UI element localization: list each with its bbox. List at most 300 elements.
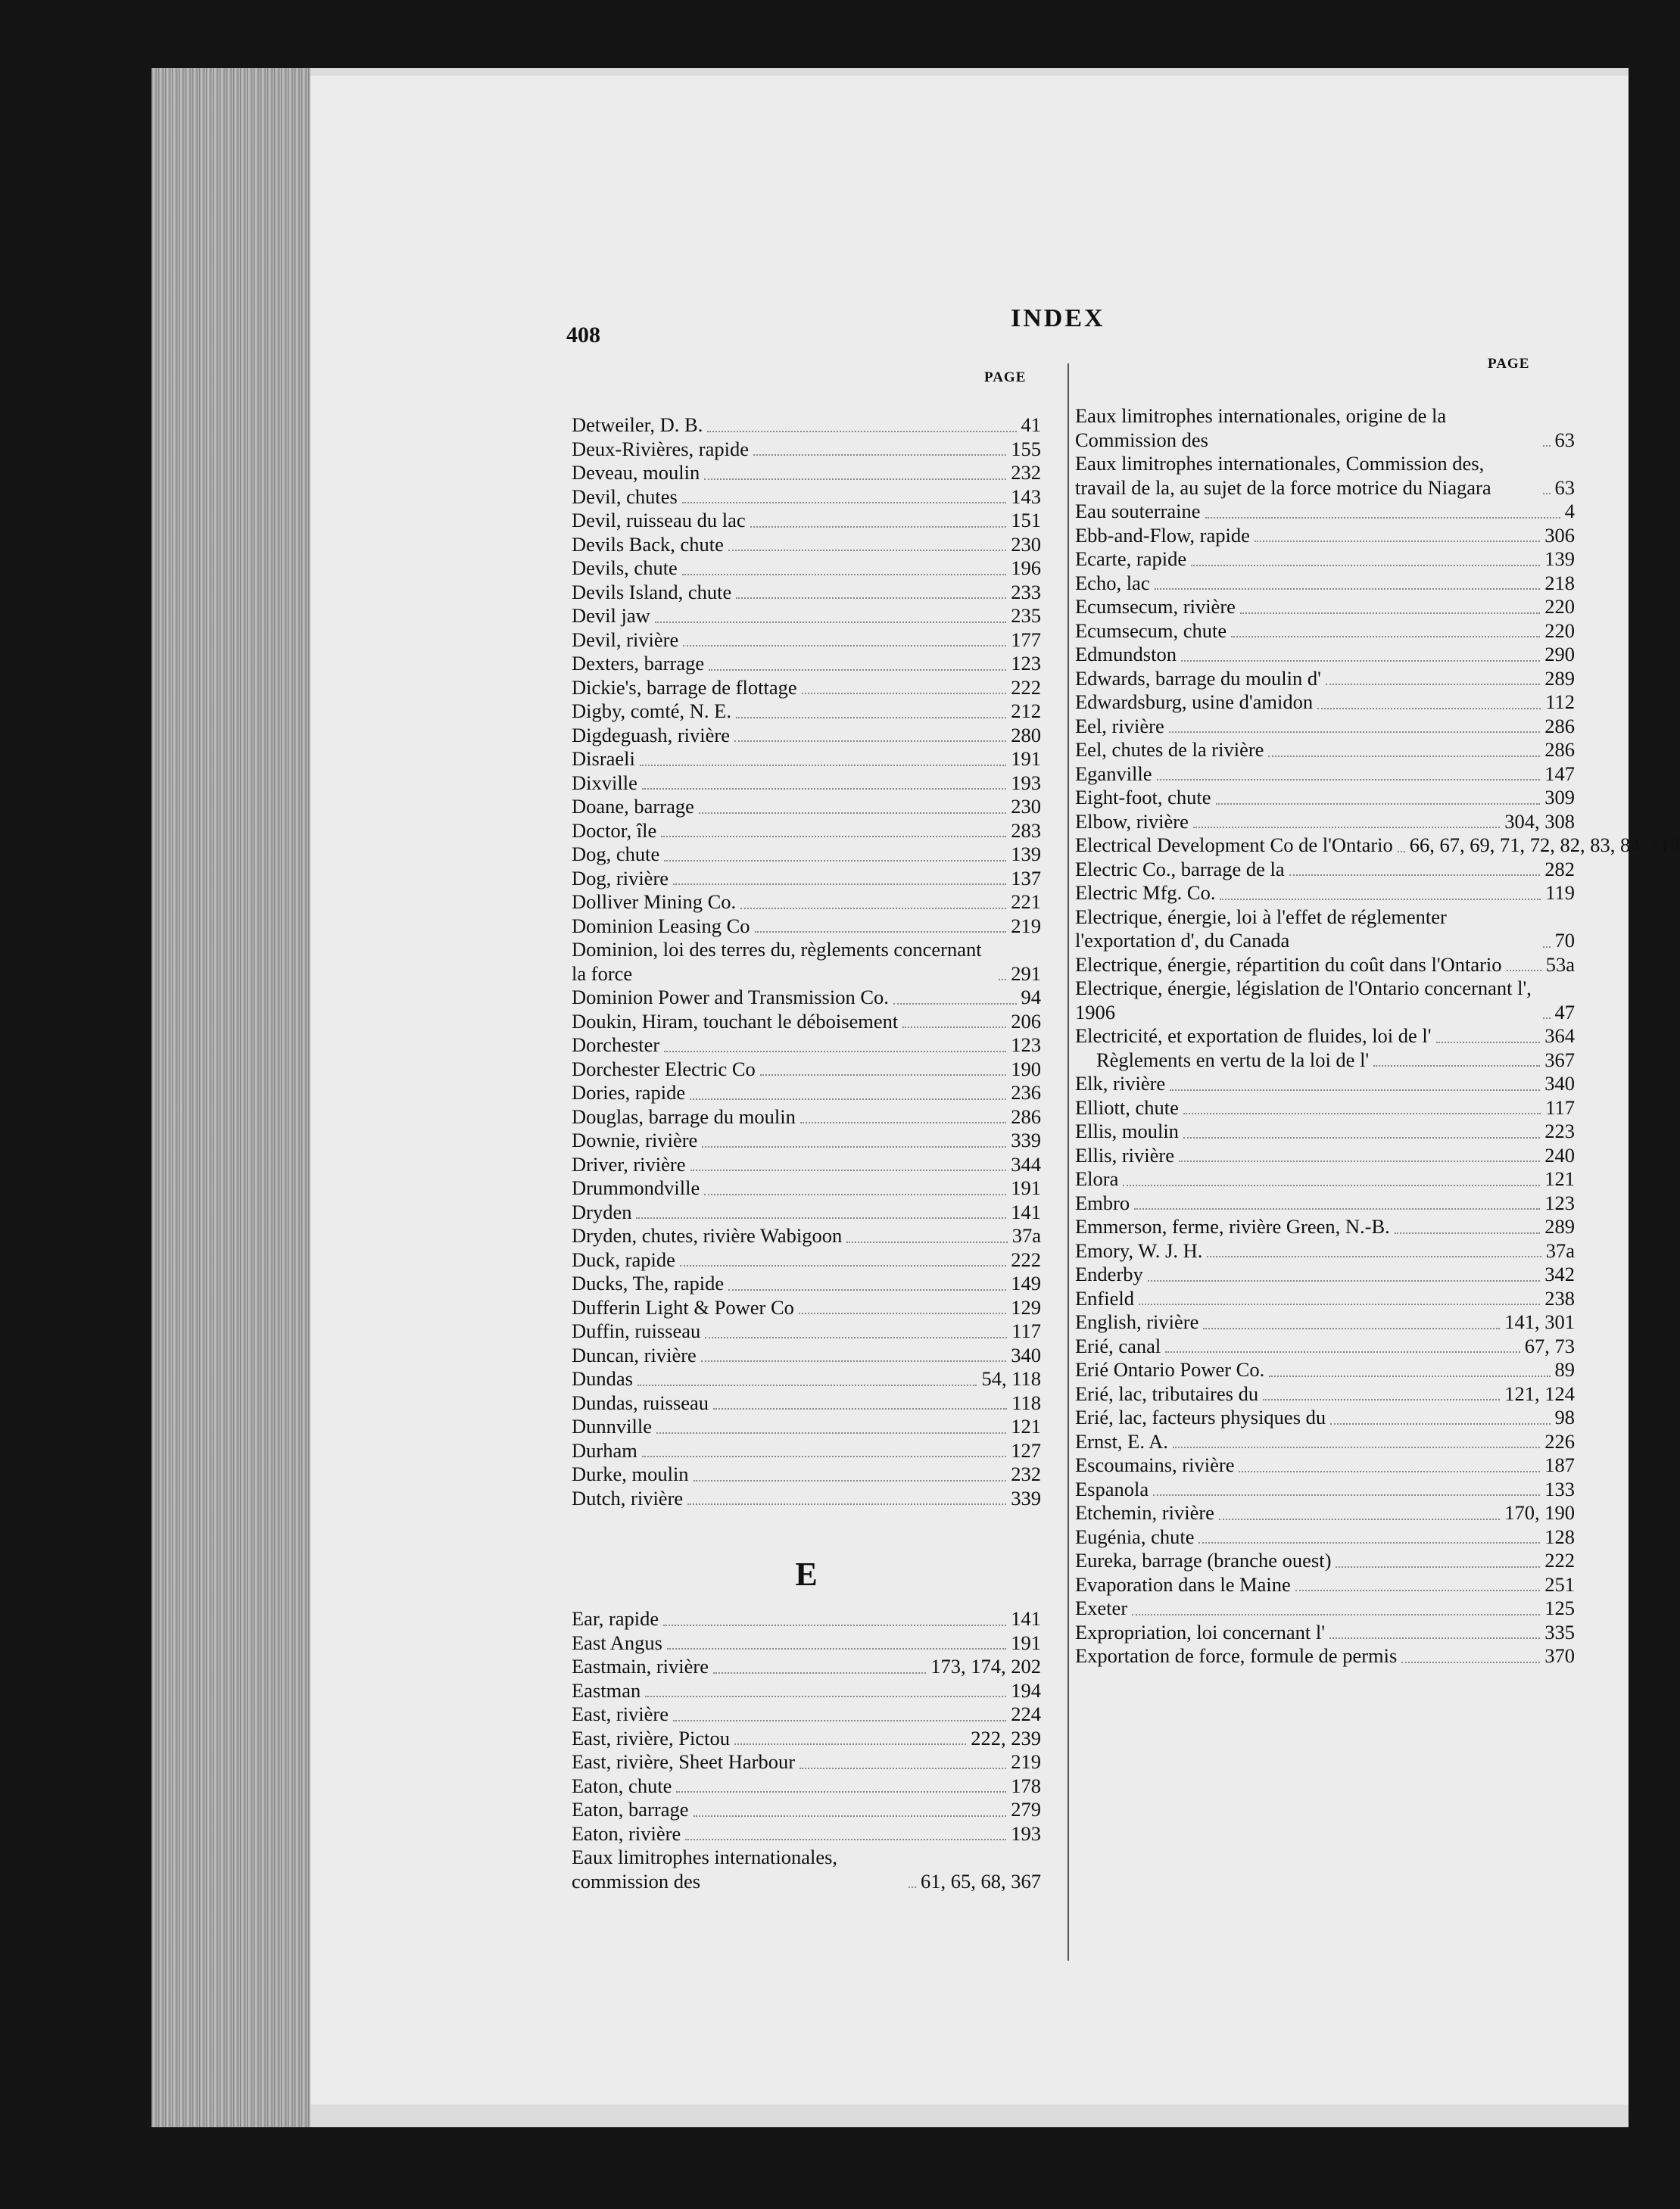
entry-pages: 141 <box>1011 1607 1041 1630</box>
index-entry <box>1075 1453 1575 1478</box>
entry-pages: 251 <box>1544 1572 1575 1596</box>
entry-pages: 233 <box>1011 580 1041 603</box>
entry-pages: 37a <box>1011 1224 1041 1247</box>
leader-dots <box>750 526 1007 528</box>
entry-label: Dories, rapide <box>572 1081 686 1104</box>
index-entry <box>1075 881 1575 905</box>
leader-dots <box>704 478 1006 480</box>
leader-dots <box>1153 1494 1540 1496</box>
index-entry <box>1075 762 1575 787</box>
leader-dots <box>740 908 1006 909</box>
entry-pages: 94 <box>1021 986 1041 1008</box>
index-entry <box>572 1058 1041 1082</box>
entry-pages: 53a <box>1545 952 1575 976</box>
index-entry <box>572 771 1041 796</box>
entry-pages: 63 <box>1554 428 1575 451</box>
entry-pages: 139 <box>1544 547 1575 570</box>
entry-label: Espanola <box>1075 1477 1149 1500</box>
entry-label: Douglas, barrage du moulin <box>572 1104 796 1128</box>
index-entry <box>572 1655 1041 1679</box>
index-entry <box>1075 1096 1575 1120</box>
entries-d <box>572 413 1041 1510</box>
leader-dots <box>1398 851 1405 852</box>
entry-pages: 222 <box>1544 1549 1575 1572</box>
entry-label: Duffin, ruisseau <box>572 1319 701 1342</box>
entry-label: East, rivière <box>572 1703 669 1725</box>
entry-pages: 364 <box>1544 1024 1575 1047</box>
entry-pages: 4 <box>1564 500 1575 522</box>
index-entry <box>1075 404 1575 452</box>
leader-dots <box>645 1696 1006 1697</box>
leader-dots <box>893 1003 1017 1005</box>
leader-dots <box>1220 899 1541 900</box>
leader-dots <box>701 1360 1006 1362</box>
leader-dots <box>1543 493 1551 494</box>
entry-label: Eaton, chute <box>572 1774 672 1797</box>
leader-dots <box>1155 588 1541 590</box>
entry-label: Deux-Rivières, rapide <box>572 437 749 460</box>
index-entry <box>1075 643 1575 667</box>
index-entry <box>572 747 1041 771</box>
entry-label: Emory, W. J. H. <box>1075 1238 1203 1262</box>
entry-pages: 279 <box>1011 1798 1041 1821</box>
entry-pages: 141, 301 <box>1504 1310 1575 1333</box>
entry-pages: 61, 65, 68, 367 <box>921 1869 1041 1893</box>
leader-dots <box>1543 946 1551 948</box>
entry-label: Dunnville <box>572 1415 652 1438</box>
leader-dots <box>1263 1399 1500 1400</box>
leader-dots <box>1289 874 1541 876</box>
entry-label: Eight-foot, chute <box>1075 786 1211 809</box>
index-entry <box>572 1415 1041 1439</box>
leader-dots <box>902 1027 1006 1028</box>
entry-pages: 37a <box>1545 1238 1575 1262</box>
entry-pages: 117 <box>1011 1319 1041 1342</box>
entry-label: Dryden <box>572 1200 632 1223</box>
index-entry <box>572 1296 1041 1320</box>
leader-dots <box>1191 565 1540 566</box>
entry-pages: 344 <box>1011 1152 1041 1176</box>
leader-dots <box>664 860 1006 861</box>
leader-dots <box>1395 1232 1541 1234</box>
index-entry <box>1075 1072 1575 1096</box>
leader-dots <box>713 1408 1007 1410</box>
entry-label: Devil, rivière <box>572 628 679 651</box>
leader-dots <box>728 1289 1006 1291</box>
leader-dots <box>999 979 1006 980</box>
leader-dots <box>655 622 1006 623</box>
leader-dots <box>707 431 1016 432</box>
index-entry <box>572 1033 1041 1058</box>
entry-pages: 123 <box>1011 1033 1041 1056</box>
entry-pages: 309 <box>1544 786 1575 809</box>
index-entry <box>1075 738 1575 762</box>
entry-pages: 137 <box>1011 866 1041 890</box>
entry-pages: 223 <box>1544 1120 1575 1142</box>
entry-label: Doane, barrage <box>572 795 694 818</box>
entry-pages: 178 <box>1011 1774 1041 1797</box>
index-entry <box>1075 905 1575 953</box>
entry-label: Dundas, ruisseau <box>572 1391 709 1414</box>
entry-pages: 191 <box>1011 1176 1041 1199</box>
index-entry <box>1075 1478 1575 1502</box>
index-entry <box>572 461 1041 485</box>
leader-dots <box>663 1625 1006 1626</box>
index-entry <box>1075 1287 1575 1311</box>
leader-dots <box>664 1051 1006 1052</box>
leader-dots <box>709 669 1006 671</box>
entry-label: Doctor, île <box>572 818 657 842</box>
entry-label: Dominion Power and Transmission Co. <box>572 986 889 1008</box>
leader-dots <box>705 1337 1007 1338</box>
leader-dots <box>1169 731 1541 733</box>
entry-pages: 218 <box>1544 571 1575 594</box>
entry-pages: 117 <box>1545 1095 1575 1119</box>
index-entry <box>1075 1120 1575 1144</box>
entry-label: Dutch, rivière <box>572 1486 684 1510</box>
entry-label: Dorchester <box>572 1033 660 1056</box>
leader-dots <box>682 574 1006 575</box>
leader-dots <box>1123 1185 1540 1186</box>
entry-label: Ernst, E. A. <box>1075 1429 1168 1453</box>
entry-label: Dominion Leasing Co <box>572 914 750 937</box>
leader-dots <box>736 597 1006 599</box>
page-edges <box>151 68 310 2127</box>
index-entry <box>1075 1621 1575 1645</box>
index-entry <box>1075 1239 1575 1263</box>
entry-pages: 219 <box>1011 1750 1041 1773</box>
index-entry <box>572 1367 1041 1391</box>
index-entry <box>572 1344 1041 1368</box>
entry-label: Eaux limitrophes internationales, commission des <box>572 1846 838 1893</box>
entry-pages: 63 <box>1554 475 1575 499</box>
entry-label: Electricité, et exportation de fluides, loi de l' <box>1075 1024 1432 1047</box>
leader-dots <box>1507 970 1541 971</box>
entry-pages: 335 <box>1544 1620 1575 1644</box>
page-title: INDEX <box>1011 304 1105 332</box>
leader-dots <box>1295 1590 1540 1591</box>
leader-dots <box>1193 827 1500 828</box>
entry-pages: 226 <box>1544 1429 1575 1453</box>
entry-pages: 340 <box>1011 1343 1041 1366</box>
entry-pages: 47 <box>1554 1000 1575 1023</box>
entry-label: Elk, rivière <box>1075 1072 1166 1095</box>
leader-dots <box>1268 756 1540 757</box>
entry-pages: 222, 239 <box>971 1726 1041 1749</box>
entry-pages: 123 <box>1544 1191 1575 1214</box>
entry-pages: 112 <box>1545 690 1575 713</box>
leader-dots <box>1231 636 1540 637</box>
leader-dots <box>1207 1256 1541 1257</box>
index-entry <box>1075 1144 1575 1168</box>
entry-label: Enderby <box>1075 1263 1143 1285</box>
index-entry <box>1075 1024 1575 1048</box>
leader-dots <box>1336 1566 1540 1568</box>
leader-dots <box>1269 1376 1550 1377</box>
leader-dots <box>1203 1328 1500 1329</box>
entry-pages: 98 <box>1554 1406 1575 1429</box>
index-entry <box>572 438 1041 462</box>
leader-dots <box>676 1791 1006 1793</box>
leader-dots <box>1240 612 1540 614</box>
index-entry <box>572 1846 1041 1893</box>
entry-pages: 340 <box>1544 1072 1575 1095</box>
leader-dots <box>699 812 1006 814</box>
index-entry <box>1075 1382 1575 1407</box>
entry-label: Erié Ontario Power Co. <box>1075 1358 1265 1381</box>
index-entry <box>1075 1167 1575 1192</box>
right-column <box>1075 404 1680 1668</box>
entry-label: Dolliver Mining Co. <box>572 890 737 913</box>
entry-pages: 367 <box>1544 1048 1575 1071</box>
index-entry <box>572 604 1041 628</box>
entry-pages: 289 <box>1544 666 1575 690</box>
entry-pages: 304, 308 <box>1504 809 1575 833</box>
index-entry <box>572 1176 1041 1201</box>
index-entry <box>572 1463 1041 1487</box>
entry-label: Ellis, moulin <box>1075 1120 1179 1142</box>
entry-pages: 370 <box>1544 1644 1575 1667</box>
entry-label: Duncan, rivière <box>572 1343 697 1366</box>
index-entry <box>1075 833 1680 858</box>
entry-label: Detweiler, D. B. <box>572 413 703 436</box>
entry-pages: 191 <box>1011 747 1041 770</box>
leader-dots <box>680 1265 1006 1267</box>
leader-dots <box>1216 803 1541 805</box>
entry-pages: 173, 174, 202 <box>930 1655 1041 1678</box>
entry-pages: 89 <box>1554 1358 1575 1381</box>
entry-label: Electrique, énergie, répartition du coût dans l'Ontario <box>1075 952 1502 976</box>
entry-label: Dixville <box>572 771 637 794</box>
leader-dots <box>637 1385 977 1386</box>
entry-pages: 147 <box>1544 762 1575 785</box>
entry-pages: 222 <box>1011 1248 1041 1271</box>
leader-dots <box>667 1648 1006 1650</box>
entry-label: Devils Island, chute <box>572 580 732 603</box>
left-column <box>572 413 1041 1893</box>
index-entry <box>572 581 1041 605</box>
entry-pages: 119 <box>1545 881 1575 904</box>
index-entry <box>572 819 1041 843</box>
entry-pages: 222 <box>1011 675 1041 699</box>
leader-dots <box>1173 1447 1540 1448</box>
entry-pages: 286 <box>1544 738 1575 761</box>
index-entry <box>572 556 1041 581</box>
entry-pages: 149 <box>1011 1272 1041 1295</box>
entry-label: Eureka, barrage (branche ouest) <box>1075 1549 1332 1572</box>
index-entry <box>572 533 1041 557</box>
index-entry <box>572 1010 1041 1034</box>
leader-dots <box>642 1456 1006 1457</box>
entry-pages: 306 <box>1544 523 1575 547</box>
leader-dots <box>702 1146 1006 1148</box>
leader-dots <box>1134 1208 1540 1210</box>
entry-label: Elbow, rivière <box>1075 809 1189 833</box>
leader-dots <box>1132 1614 1540 1615</box>
entry-pages: 187 <box>1544 1453 1575 1476</box>
leader-dots <box>673 883 1006 885</box>
index-entry <box>572 1153 1041 1177</box>
entry-label: Duck, rapide <box>572 1248 675 1271</box>
entry-pages: 289 <box>1544 1215 1575 1238</box>
entry-label: Downie, rivière <box>572 1129 698 1151</box>
leader-dots <box>753 454 1006 456</box>
leader-dots <box>1148 1280 1540 1282</box>
entry-label: Devil jaw <box>572 604 650 627</box>
index-entry <box>572 1607 1041 1631</box>
index-entry <box>1075 500 1575 524</box>
page-number: 408 <box>566 322 600 347</box>
index-entry <box>1075 1597 1575 1621</box>
index-entry <box>572 1201 1041 1225</box>
index-entry <box>1075 1263 1575 1287</box>
index-entry <box>572 914 1041 939</box>
entry-pages: 127 <box>1011 1438 1041 1462</box>
entry-pages: 128 <box>1544 1525 1575 1548</box>
entry-pages: 190 <box>1011 1057 1041 1080</box>
index-entry <box>572 1272 1041 1296</box>
entry-label: Expropriation, loi concernant l' <box>1075 1620 1326 1644</box>
entry-pages: 282 <box>1544 857 1575 880</box>
index-entry <box>1075 810 1575 834</box>
index-entry <box>1075 690 1575 715</box>
entry-label: Elliott, chute <box>1075 1095 1179 1119</box>
index-entry <box>572 1727 1041 1751</box>
entry-pages: 54, 118 <box>981 1367 1041 1390</box>
index-entry <box>572 1081 1041 1105</box>
leader-dots <box>636 1217 1006 1219</box>
entry-label: Edwardsburg, usine d'amidon <box>1075 690 1314 713</box>
index-entry <box>572 628 1041 653</box>
entry-label: Eaton, rivière <box>572 1821 681 1845</box>
leader-dots <box>802 693 1007 694</box>
entry-label: Devil, chutes <box>572 484 678 508</box>
leader-dots <box>734 1743 966 1745</box>
entry-label: Electrique, énergie, législation de l'Ontario concernant l', 1906 <box>1075 977 1532 1023</box>
entry-label: Digby, comté, N. E. <box>572 699 731 722</box>
index-entry <box>572 938 1041 986</box>
entry-label: Digdeguash, rivière <box>572 723 730 746</box>
entry-pages: 220 <box>1544 618 1575 642</box>
entry-pages: 123 <box>1011 652 1041 675</box>
index-entry <box>572 1487 1041 1511</box>
entry-pages: 232 <box>1011 461 1041 484</box>
entry-pages: 121 <box>1011 1415 1041 1438</box>
index-entry <box>572 986 1041 1010</box>
entry-label: Durke, moulin <box>572 1463 689 1485</box>
entry-label: Ear, rapide <box>572 1607 659 1630</box>
index-entry <box>1075 1501 1575 1525</box>
entry-label: Eel, chutes de la rivière <box>1075 738 1264 761</box>
index-entry <box>572 843 1041 867</box>
leader-dots <box>640 765 1006 766</box>
leader-dots <box>694 1480 1007 1481</box>
entry-pages: 67, 73 <box>1524 1334 1575 1357</box>
leader-dots <box>736 717 1006 718</box>
entry-pages: 230 <box>1011 795 1041 818</box>
entry-label: Ellis, rivière <box>1075 1143 1174 1167</box>
entry-label: Eel, rivière <box>1075 714 1164 737</box>
index-entry <box>1075 1573 1575 1597</box>
section-letter-e: E <box>795 1556 818 1593</box>
entry-label: Exportation de force, formule de permis <box>1075 1644 1398 1667</box>
entry-pages: 193 <box>1011 771 1041 794</box>
entry-label: Evaporation dans le Maine <box>1075 1572 1291 1596</box>
entry-label: Eganville <box>1075 762 1152 785</box>
entry-label: Devil, ruisseau du lac <box>572 509 746 531</box>
entry-pages: 235 <box>1011 604 1041 627</box>
entry-pages: 133 <box>1544 1477 1575 1500</box>
entry-pages: 193 <box>1011 1821 1041 1845</box>
entry-pages: 230 <box>1011 532 1041 556</box>
index-entry <box>1075 572 1575 596</box>
entry-label: Electrical Development Co de l'Ontario <box>1075 833 1393 856</box>
index-entry <box>572 485 1041 509</box>
entry-pages: 125 <box>1544 1597 1575 1619</box>
index-entry <box>1075 1525 1575 1550</box>
entry-label: Ducks, The, rapide <box>572 1272 725 1295</box>
right-page-label: PAGE <box>1488 356 1530 372</box>
index-entry <box>572 795 1041 819</box>
entry-label: Ebb-and-Flow, rapide <box>1075 523 1250 547</box>
leader-dots <box>1326 684 1540 685</box>
entry-label: Drummondville <box>572 1176 700 1199</box>
leader-dots <box>1373 1065 1540 1067</box>
entry-pages: 129 <box>1011 1295 1041 1319</box>
entry-label: Devils, chute <box>572 556 678 579</box>
leader-dots <box>1239 1471 1540 1472</box>
entry-pages: 143 <box>1011 484 1041 508</box>
entry-pages: 219 <box>1011 914 1041 937</box>
entry-label: Enfield <box>1075 1286 1134 1310</box>
leader-dots <box>1401 1662 1540 1663</box>
entry-label: Ecumsecum, rivière <box>1075 595 1236 618</box>
index-entry <box>572 1129 1041 1153</box>
entry-label: Electric Mfg. Co. <box>1075 881 1216 904</box>
entry-pages: 206 <box>1011 1009 1041 1033</box>
leader-dots <box>760 1074 1006 1076</box>
entry-label: Electrique, énergie, loi à l'effet de réglementer l'exportation d', du Canada <box>1075 905 1447 952</box>
leader-dots <box>799 1313 1006 1314</box>
entry-label: Escoumains, rivière <box>1075 1453 1235 1476</box>
index-entry <box>572 867 1041 891</box>
entry-label: Devils Back, chute <box>572 532 724 556</box>
entry-label: Doukin, Hiram, touchant le déboisement <box>572 1009 899 1033</box>
entry-label: Eugénia, chute <box>1075 1525 1195 1548</box>
leader-dots <box>1157 779 1541 780</box>
leader-dots <box>673 1720 1006 1721</box>
leader-dots <box>909 1887 916 1888</box>
leader-dots <box>1255 541 1540 542</box>
leader-dots <box>1543 1017 1551 1019</box>
index-entry <box>1075 595 1575 619</box>
index-entry <box>1075 1310 1575 1335</box>
leader-dots <box>728 550 1006 551</box>
entry-pages: 283 <box>1011 818 1041 842</box>
leader-dots <box>1543 445 1551 447</box>
index-entry <box>1075 1430 1575 1454</box>
entry-pages: 280 <box>1011 723 1041 746</box>
entry-label: Emmerson, ferme, rivière Green, N.-B. <box>1075 1215 1390 1238</box>
leader-dots <box>1165 1351 1519 1353</box>
entry-label: Ecarte, rapide <box>1075 547 1187 570</box>
leader-dots <box>656 1432 1006 1434</box>
entries-e <box>572 1607 1041 1893</box>
index-entry <box>1075 953 1575 977</box>
entry-label: Dorchester Electric Co <box>572 1057 756 1080</box>
entry-pages: 41 <box>1021 413 1041 436</box>
index-entry <box>1075 715 1575 739</box>
